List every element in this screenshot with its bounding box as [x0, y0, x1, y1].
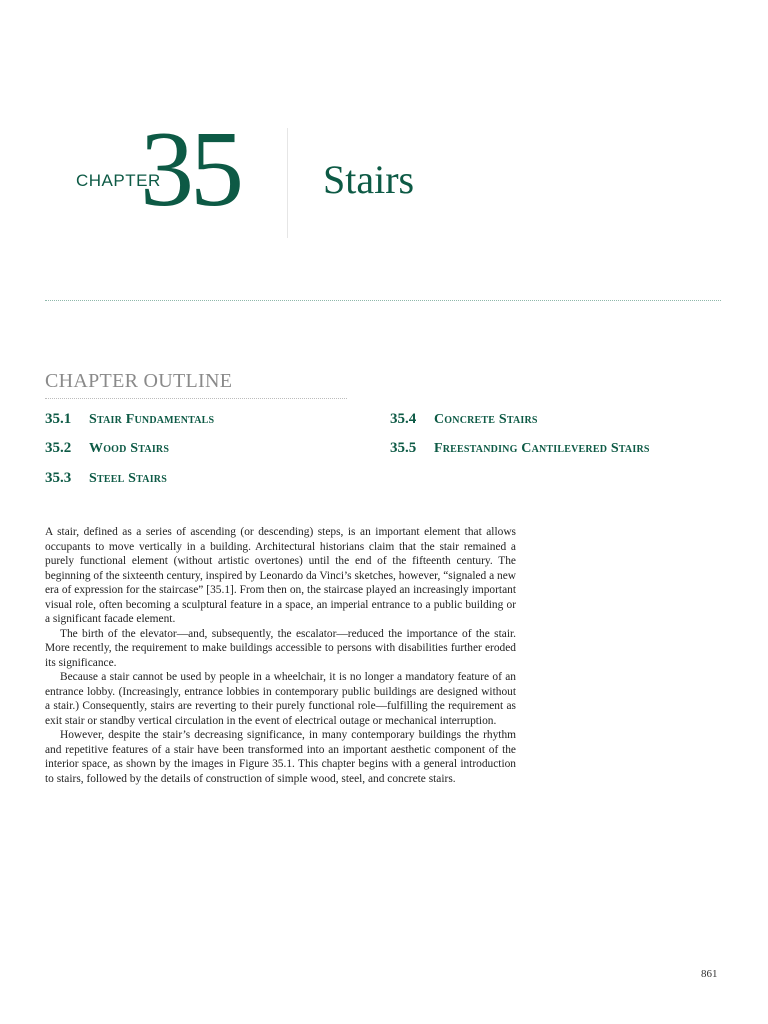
chapter-label: CHAPTER [76, 171, 161, 190]
outline-rule [45, 398, 347, 399]
outline-item-number: 35.1 [45, 411, 72, 427]
outline-item-number: 35.5 [390, 440, 417, 456]
outline-item-steel-stairs[interactable] [45, 470, 167, 487]
outline-item-concrete-stairs[interactable] [390, 411, 538, 428]
outline-item-label: Wood Stairs [89, 441, 170, 456]
header-dotted-rule [45, 300, 721, 301]
chapter-number: 35 [140, 110, 240, 229]
outline-item-label: Freestanding Cantilevered Stairs [434, 441, 650, 456]
outline-item-freestanding-cantilevered-stairs[interactable] [390, 440, 650, 457]
outline-item-label: Concrete Stairs [434, 412, 538, 427]
outline-item-wood-stairs[interactable] [45, 440, 169, 457]
body-paragraph: Because a stair cannot be used by people in a wheelchair, it is no longer a mandatory feature of an entrance lobby. (Increasingly, entrance lobbies in contemporary public buildings are designed without a stair.) Consequently, stairs are reverting to their purely functional role—fulfilling the requirement as exit stair or standby vertical circulation in the event of electrical outage or mechanical interruption. [45, 671, 516, 727]
outline-item-stair-fundamentals[interactable] [45, 411, 214, 428]
body-text [45, 525, 516, 786]
body-paragraph: The birth of the elevator—and, subsequently, the escalator—reduced the importance of the stair. More recently, the requirement to make buildings accessible to persons with disabilities further eroded its significance. [45, 627, 516, 669]
outline-item-number: 35.2 [45, 440, 72, 456]
outline-item-number: 35.3 [45, 470, 72, 486]
outline-item-label: Stair Fundamentals [89, 412, 215, 427]
body-paragraph: However, despite the stair’s decreasing significance, in many contemporary buildings the rhythm and repetitive features of a stair have been transformed into an important aesthetic component of the interior space, as shown by the images in Figure 35.1. This chapter begins with a general introduction to stairs, followed by the details of construction of simple wood, steel, and concrete stairs. [45, 729, 516, 785]
page-number: 861 [701, 968, 718, 980]
body-paragraph: A stair, defined as a series of ascending (or descending) steps, is an important element that allows occupants to move vertically in a building. Architectural historians claim that the stair remained a purely functional element (without artistic overtones) until the end of the fifteenth century. The beginning of the sixteenth century, inspired by Leonardo da Vinci’s sketches, however, “signaled a new era of expression for the staircase” [35.1]. From then on, the staircase played an increasingly important visual role, often becoming a sculptural feature in a space, an imperial entrance to a public building or a significant facade element. [45, 526, 516, 625]
chapter-title: Stairs [323, 157, 415, 202]
outline-heading: CHAPTER OUTLINE [45, 370, 233, 392]
chapter-divider [287, 128, 288, 238]
outline-item-label: Steel Stairs [89, 471, 167, 486]
outline-item-number: 35.4 [390, 411, 417, 427]
